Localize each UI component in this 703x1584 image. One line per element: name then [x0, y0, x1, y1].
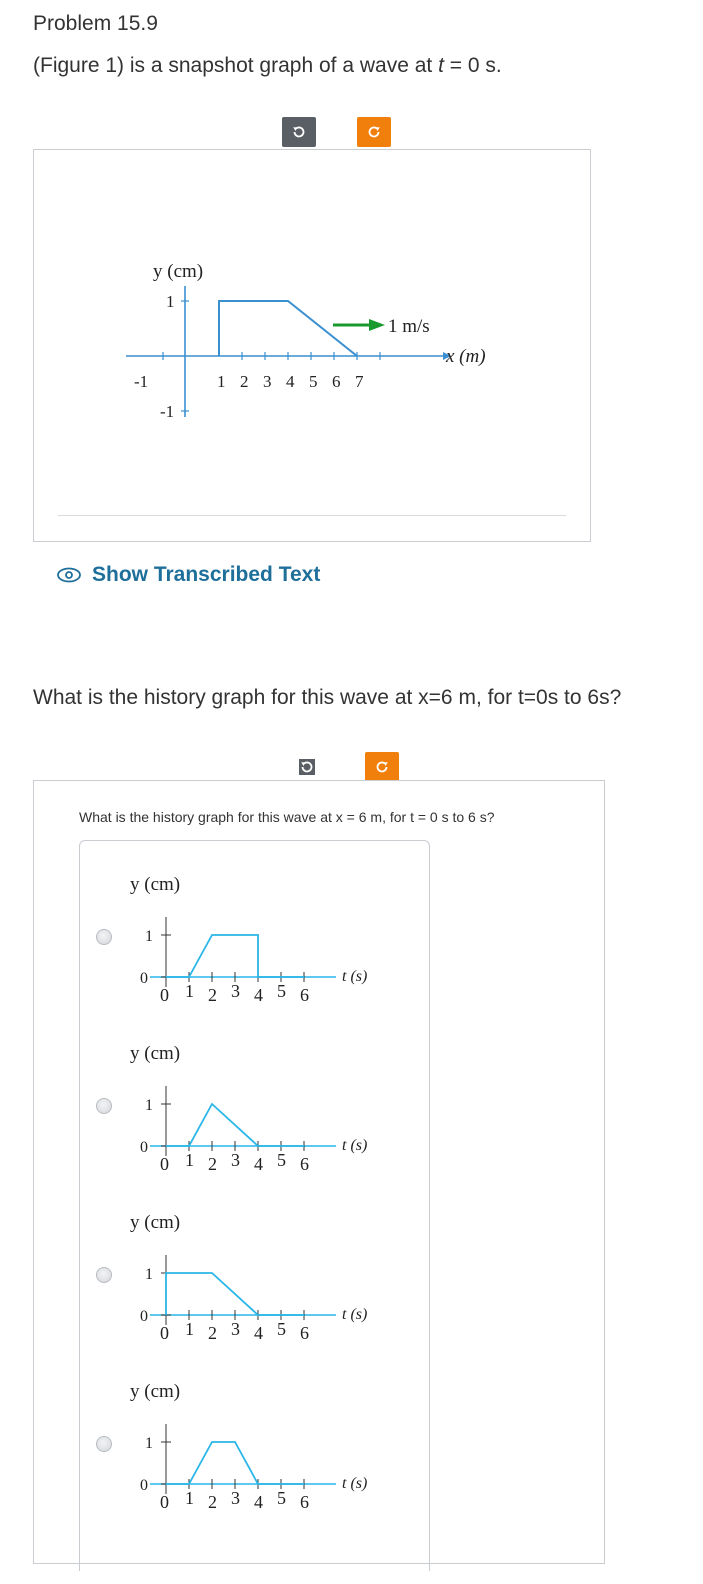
option-t-tick-label: 5	[277, 1488, 286, 1508]
option-y-tick-label: 0	[140, 1477, 148, 1494]
option-y-label: y (cm)	[130, 1212, 181, 1233]
x-tick-label: 6	[332, 372, 341, 391]
option-t-tick-label: 3	[231, 1150, 240, 1170]
history-option-4	[130, 1381, 367, 1512]
option-y-label: y (cm)	[130, 1043, 181, 1064]
option-t-tick-label: 2	[208, 1492, 217, 1512]
option-y-tick-label: 1	[145, 1097, 153, 1114]
history-option-1	[130, 874, 367, 1005]
option-t-label: t (s)	[342, 1137, 368, 1154]
option-t-tick-label: 1	[185, 1488, 194, 1508]
option-t-tick-label: 5	[277, 981, 286, 1001]
problem-title: Problem 15.9	[33, 12, 158, 35]
option-t-tick-label: 0	[160, 1492, 169, 1512]
option-t-tick-label: 5	[277, 1150, 286, 1170]
option-t-tick-label: 6	[300, 1154, 309, 1174]
option-t-tick-label: 4	[254, 985, 263, 1005]
option-curve	[166, 1273, 304, 1315]
show-transcribed-label: Show Transcribed Text	[92, 563, 321, 586]
option-t-label: t (s)	[342, 1306, 368, 1323]
x-tick-label: 2	[240, 372, 249, 391]
option-t-tick-label: 0	[160, 1154, 169, 1174]
y-tick-label: -1	[160, 402, 175, 421]
option-y-tick-label: 0	[140, 970, 148, 987]
history-option-3	[130, 1212, 367, 1343]
option-t-tick-label: 1	[185, 1150, 194, 1170]
x-tick-label: 7	[355, 372, 364, 391]
y-tick-label: 1	[166, 292, 175, 311]
problem-intro: (Figure 1) is a snapshot graph of a wave at t = 0 s.	[33, 54, 502, 77]
option-y-tick-label: 0	[140, 1308, 148, 1325]
question-small-text: What is the history graph for this wave at x = 6 m, for t = 0 s to 6 s?	[79, 809, 495, 825]
option-curve	[166, 1104, 304, 1146]
option-t-tick-label: 4	[254, 1154, 263, 1174]
option-t-tick-label: 4	[254, 1323, 263, 1343]
option-t-tick-label: 3	[231, 1488, 240, 1508]
option-t-tick-label: 2	[208, 1154, 217, 1174]
snapshot-y-label: y (cm)	[153, 261, 204, 282]
option-y-label: y (cm)	[130, 874, 181, 895]
x-tick-label: 4	[286, 372, 295, 391]
x-tick-label: -1	[134, 372, 149, 391]
option-t-label: t (s)	[342, 1475, 368, 1492]
option-t-tick-label: 6	[300, 1492, 309, 1512]
option-y-tick-label: 1	[145, 1266, 153, 1283]
option-y-tick-label: 1	[145, 1435, 153, 1452]
option-t-tick-label: 1	[185, 981, 194, 1001]
option-y-tick-label: 1	[145, 928, 153, 945]
option-y-label: y (cm)	[130, 1381, 181, 1402]
option-t-tick-label: 2	[208, 985, 217, 1005]
option-t-tick-label: 4	[254, 1492, 263, 1512]
option-t-tick-label: 0	[160, 985, 169, 1005]
option-curve	[166, 1442, 304, 1484]
option-t-label: t (s)	[342, 968, 368, 985]
option-t-tick-label: 0	[160, 1323, 169, 1343]
x-tick-label: 3	[263, 372, 272, 391]
x-tick-label: 5	[309, 372, 318, 391]
snapshot-x-label: x (m)	[446, 346, 486, 367]
history-option-2	[130, 1043, 367, 1174]
question-text: What is the history graph for this wave at x=6 m, for t=0s to 6s?	[33, 686, 622, 709]
option-t-tick-label: 2	[208, 1323, 217, 1343]
option-t-tick-label: 6	[300, 985, 309, 1005]
option-t-tick-label: 5	[277, 1319, 286, 1339]
option-t-tick-label: 6	[300, 1323, 309, 1343]
option-t-tick-label: 3	[231, 981, 240, 1001]
option-y-tick-label: 0	[140, 1139, 148, 1156]
option-t-tick-label: 1	[185, 1319, 194, 1339]
option-curve	[166, 935, 304, 977]
speed-label: 1 m/s	[388, 316, 430, 337]
x-tick-label: 1	[217, 372, 226, 391]
option-t-tick-label: 3	[231, 1319, 240, 1339]
